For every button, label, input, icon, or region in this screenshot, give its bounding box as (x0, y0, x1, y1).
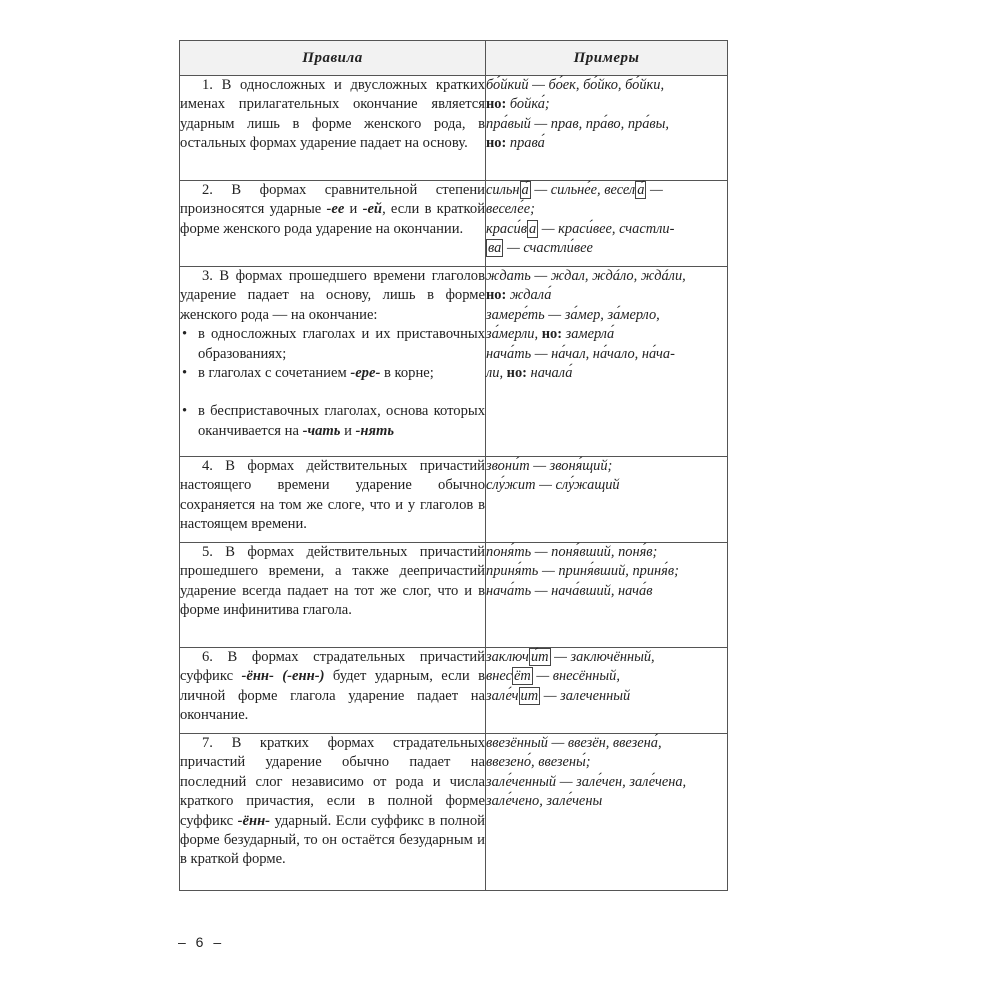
rule-text: 7. В кратких формах страдательных причастий ударение обычно падает на последний слог независимо от рода и числа краткого причастия, если в полной форме суффикс -ённ- ударный. Если суффикс в полной форме безударный, то он остаётся безударным и в краткой форме. (180, 735, 485, 868)
rule-text: 6. В формах страдательных причастий суффикс -ённ- (-енн-) будет ударным, если в личной форме глагола ударение падает на окончание. (180, 649, 486, 724)
example-line: приня́ть — приня́вший, приня́в; (486, 563, 679, 580)
example-line: ввезённый — ввезён, ввезена́, (486, 735, 662, 751)
stress-box: а́ (637, 182, 645, 198)
stress-box: ит (520, 687, 539, 704)
example-line: слу́жит — слу́жащий (486, 477, 620, 494)
stress-box: и́т (530, 649, 549, 665)
example-line: за́мерли, но: замерла́ (486, 326, 615, 343)
example-line: замере́ть — за́мер, за́мерло, (486, 306, 660, 323)
example-line: звони́т — звоня́щий; (486, 458, 613, 474)
header-examples: Примеры (486, 41, 728, 76)
stress-box: а́ (521, 182, 529, 198)
stress-box: ёт (513, 668, 531, 685)
example-line: но: бойка́; (486, 96, 550, 113)
example-line: веселе́е; (486, 201, 535, 218)
example-line: поня́ть — поня́вший, поня́в; (486, 544, 658, 560)
page-number: – 6 – (178, 934, 225, 950)
example-line: краси́в а — краси́вее, счастли- (486, 220, 675, 237)
example-line: но: ждала́ (486, 287, 552, 304)
rule-cell (180, 267, 486, 457)
table-row (180, 76, 728, 181)
table-row (180, 648, 728, 734)
rules-table (179, 40, 728, 891)
example-line: но: права́ (486, 135, 545, 152)
table-row (180, 181, 728, 267)
rule-cell (180, 648, 486, 734)
rule-text: 4. В формах действительных причастий настоящего времени ударение обычно сохраняется на том же слоге, что и у глаголов в настоящем времени. (180, 458, 485, 533)
table-row (180, 543, 728, 648)
rule-cell (180, 543, 486, 648)
example-line: нача́ть — на́чал, на́чало, на́ча- (486, 345, 675, 362)
examples-cell (486, 267, 728, 457)
example-line: ждать — ждал, ждáло, ждáли, (486, 268, 686, 284)
rule-cell (180, 734, 486, 891)
example-line: пра́вый — прав, пра́во, пра́вы, (486, 115, 670, 132)
example-line: бо́йкий — бо́ек, бо́йко, бо́йки, (486, 77, 665, 93)
rule-text: 2. В формах сравнительной степени произносятся ударные -ее и -ей, если в краткой форме женского рода ударение на окончании. (180, 182, 485, 237)
table-row (180, 457, 728, 543)
table-row (180, 267, 728, 457)
bullet-item: • в глаголах с сочетанием -ере- в корне; (180, 364, 485, 383)
examples-cell (486, 648, 728, 734)
example-line: заключ и́т — заключённый, (486, 649, 655, 665)
header-rules: Правила (180, 41, 486, 76)
rule-text: 3. В формах прошедшего времени глаголов ударение падает на основу, лишь в форме женского рода — на окончание: (180, 268, 485, 323)
example-line: ли, но: начала́ (486, 365, 573, 382)
rule-text: 5. В формах действительных причастий прошедшего времени, а также деепричастий ударение всегда падает на тот же слог, что и в форме инфинитива глагола. (180, 544, 485, 619)
rule-cell (180, 181, 486, 267)
bullet-list (180, 325, 485, 441)
example-line: ввезено́, ввезены́; (486, 754, 591, 771)
examples-cell (486, 543, 728, 648)
rule-text: 1. В односложных и двусложных кратких именах прилагательных окончание является ударным лишь в форме женского рода, в остальных формах ударение падает на основу. (180, 77, 485, 152)
table-row (180, 734, 728, 891)
example-line: зале́ч ит — залеченный (486, 687, 631, 704)
examples-cell (486, 181, 728, 267)
example-line: сильн а́ — сильне́е, весел а́ — (486, 182, 663, 198)
examples-cell (486, 457, 728, 543)
table-header-row (180, 41, 728, 76)
example-line: зале́ченный — зале́чен, зале́чена, зале́чено, зале́чены (486, 773, 687, 810)
bullet-item: • в бесприставочных глаголах, основа которых оканчивается на -чать и -нять (180, 402, 485, 441)
rule-cell (180, 76, 486, 181)
rule-cell (180, 457, 486, 543)
example-line: внес ёт — внесённый, (486, 668, 620, 685)
stress-box: ва (488, 240, 502, 257)
example-line: ва — счастли́вее (488, 240, 593, 257)
stress-box: а (528, 220, 537, 237)
examples-cell (486, 76, 728, 181)
example-line: нача́ть — нача́вший, нача́в (486, 582, 653, 599)
examples-cell (486, 734, 728, 891)
bullet-item: • в односложных глаголах и их приставочных образованиях; (180, 325, 485, 364)
